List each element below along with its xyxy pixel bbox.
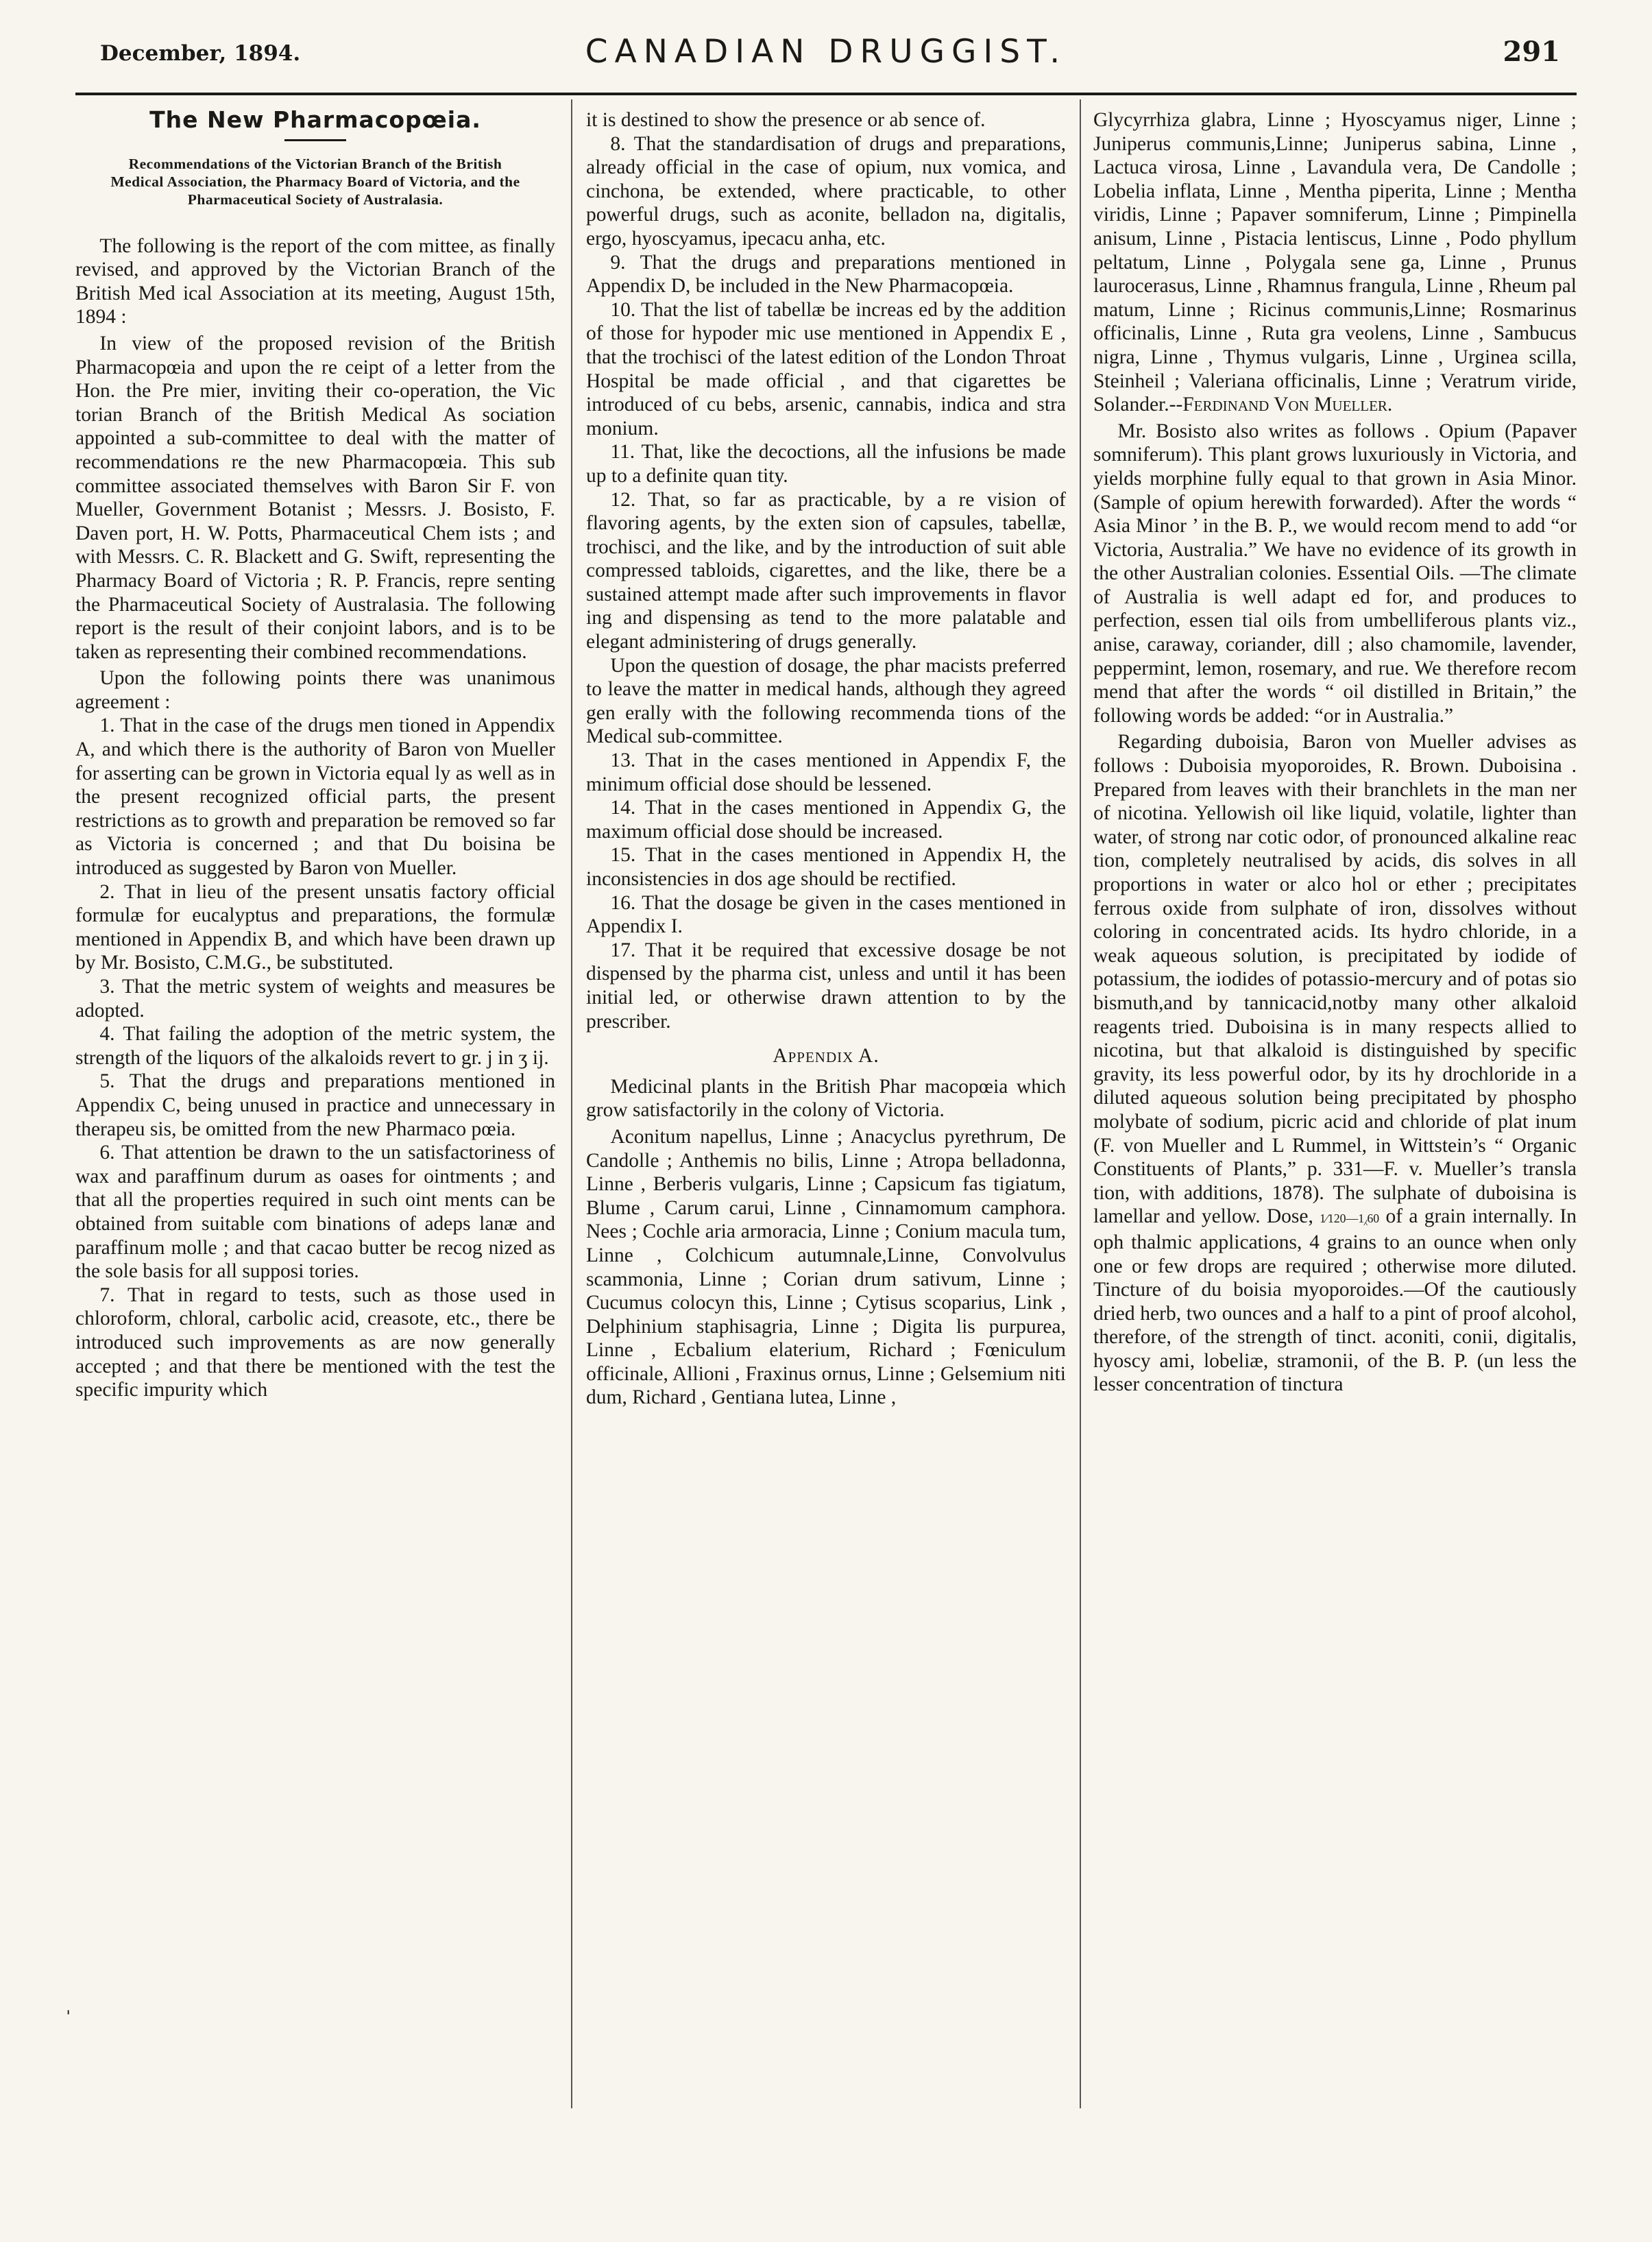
paragraph (1093, 730, 1577, 1397)
duboisia-text: Regarding duboisia, Baron von Mueller advises as follows : Duboisia myoporoides, R. Brown. Duboisina . Prepared from leaves with their branchlets in the man ner of nicotina. Yellowish oil like liquid, volatile, lighter than water, of strong nar cotic odor, of pronounced alkaline reac tion, completely neutralised by acids, dis solves in all proportions in water or alco hol or ether ; precipitates ferrous oxide from sulphate of iron, dissolves without coloring in concentrated acids. Its hydro chloride, in a weak aqueous solution, is precipitated by iodide of potassium, the iodides of potassio-mercury and of potas sio bismuth,and by tannicacid,notby many other alkaloid reagents tried. Duboisina is in many respects allied to nicotina, but that alkaloid is distinguished by specific gravity, its less powerful odor, by its hy drochloride in a diluted aqueous solution being precipitated by phospho molybate of sodium, picric acid and chloride of plat inum (F. von Mueller and L Rummel, in Wittstein’s “ Organic Constituents of Plants,” p. 331—F. v. Mueller’s transla tion, with additions, 1878). The sulphate of duboisina is lamellar and yellow. Dose, (1093, 731, 1577, 1228)
margin-mark: ˌ (66, 1997, 71, 2017)
plant-list-text: Glycyrrhiza glabra, Linne ; Hyoscyamus niger, Linne ; Juniperus communis,Linne; Juniperus sabina, Linne , Lactuca virosa, Linne , Lavandula vera, De Candolle ; Lobelia inflata, Linne , Mentha piperita, Linne ; Mentha viridis, Linne ; Papaver somniferum, Linne ; Pimpinella anisum, Linne , Pistacia lentiscus, Linne , Podo phyllum peltatum, Linne , Polygala sene ga, Linne , Prunus laurocerasus, Linne , Rhamnus frangula, Linne , Rheum pal matum, Linne ; Ricinus communis,Linne; Rosmarinus officinalis, Linne , Ruta gra veolens, Linne , Sambucus nigra, Linne , Thymus vulgaris, Linne , Urginea scilla, Steinheil ; Valeriana officinalis, Linne ; Veratrum viride, Solander. (1093, 109, 1577, 416)
list-item: 5. That the drugs and preparations mentioned in Appendix C, being unused in practice and unnecessary in therapeu sis, be omitted from the new Pharmaco pœia. (75, 1070, 555, 1140)
article-title: The New Pharmacopœia. (149, 108, 481, 133)
column-1 (75, 108, 555, 2199)
list-item: 11. That, like the decoctions, all the infusions be made up to a definite quan tity. (586, 441, 1066, 487)
page-header (75, 26, 1577, 88)
list-item: 16. That the dosage be given in the cases mentioned in Appendix I. (586, 891, 1066, 938)
paragraph: Upon the question of dosage, the phar macists preferred to leave the matter in medical hands, although they agreed gen erally with the following recommenda tions of the Medical sub-committee. (586, 654, 1066, 748)
page-number: 291 (1503, 36, 1560, 68)
list-item: 10. That the list of tabellæ be increas ed by the addition of those for hypoder mic use mentioned in Appendix E , that the trochisci of the latest edition of the London Throat Hospital be made official , and that cigarettes be introduced of cu bebs, arsenic, cannabis, indica and stra monium. (586, 298, 1066, 439)
signature: --Ferdinand Von Mueller. (1169, 394, 1393, 416)
list-item: 1. That in the case of the drugs men tioned in Appendix A, and which there is the authority of Baron von Mueller for asserting can be grown in Victoria equal ly as well as in the present recognized official parts, the present restrictions as to growth and preparation be removed so far as Victoria is concerned ; and that Du boisina be introduced as suggested by Baron von Mueller. (75, 714, 555, 880)
column-2 (586, 108, 1066, 2199)
article-subtitle: Recommendations of the Victorian Branch of the British Medical Association, the Pharmacy Board of Victoria, and the Pharmaceutical Society of Australasia. (110, 155, 520, 208)
column-divider-2 (1080, 99, 1081, 2108)
paragraph: In view of the proposed revision of the British Pharmacopœia and upon the re ceipt of a letter from the Hon. the Pre mier, inviting their co-operation, the Vic torian Branch of the British Medical As sociation appointed a sub-committee to deal with the matter of recommendations re the new Pharmacopœia. This sub committee associated themselves with Baron Sir F. von Mueller, Government Botanist ; Messrs. J. Bosisto, F. Daven port, H. W. Potts, Pharmaceutical Chem ists ; and with Messrs. C. R. Blackett and G. Swift, representing the Pharmacy Board of Victoria ; R. P. Francis, repre senting the Pharmaceutical Society of Australasia. The following report is the result of their conjoint labors, and is to be taken as representing their combined recommendations. (75, 332, 555, 663)
list-item: 9. That the drugs and preparations mentioned in Appendix D, be included in the New Pharmacopœia. (586, 251, 1066, 298)
list-item: 7. That in regard to tests, such as those used in chloroform, chloral, carbolic acid, creasote, etc., there be introduced such improvements as are now generally accepted ; and that there be mentioned with the test the specific impurity which (75, 1283, 555, 1401)
paragraph: it is destined to show the presence or ab sence of. (586, 109, 986, 131)
list-item: 2. That in lieu of the present unsatis factory official formulæ for eucalyptus and preparations, the formulæ mentioned in Appendix B, and which have been drawn up by Mr. Bosisto, C.M.G., be substituted. (75, 880, 555, 974)
list-item: 6. That attention be drawn to the un satisfactoriness of wax and paraffinum durum as oases for ointments ; and that all the properties required in such oint ments can be obtained from suitable com binations of adeps lanæ and paraffinum molle ; and that cacao butter be recog nized as the sole basis for all supposi tories. (75, 1142, 555, 1283)
list-item: 13. That in the cases mentioned in Appendix F, the minimum official dose should be lessened. (586, 749, 1066, 795)
list-item: 8. That the standardisation of drugs and preparations, already official in the case of opium, nux vomica, and cinchona, be extended, where practicable, to other powerful drugs, such as aconite, belladon na, digitalis, ergo, hyoscyamus, ipecacu anha, etc. (586, 132, 1066, 250)
column-3 (1093, 108, 1577, 2199)
list-item: 17. That it be required that excessive dosage be not dispensed by the pharma cist, unless and until it has been initial led, or otherwise drawn attention to by the prescriber. (586, 939, 1066, 1033)
dose-fraction: 1⁄120—1⁁60 (1320, 1212, 1380, 1226)
section-heading-appendix-a: Appendix A. (773, 1045, 879, 1068)
list-item: 14. That in the cases mentioned in Appendix G, the maximum official dose should be increased. (586, 797, 1066, 843)
paragraph: Mr. Bosisto also writes as follows . Opium (Papaver somniferum). This plant grows luxuriously in Victoria, and yields morphine fully equal to that grown in Asia Minor. (Sample of opium herewith forwarded). After the words “ Asia Minor ’ in the B. P., we would recom mend to add “or Victoria, Australia.” We have no evidence of its growth in the other Australian colonies. Essential Oils. —The climate of Australia is well adapt ed for, and produces to perfection, essen tial oils from umbelliferous plants viz., anise, caraway, coriander, dill ; also chamomile, lavender, peppermint, lemon, rosemary, and rue. We therefore recom mend that after the words “ oil distilled in Britain,” the following words be added: “or in Australia.” (1093, 420, 1577, 727)
publication-title: CANADIAN DRUGGIST. (585, 33, 1067, 71)
duboisia-text-continued: of a grain internally. In oph thalmic applications, 4 grains to an ounce when only one or few drops are required ; otherwise more diluted. Tincture of du boisia myoporoides.—Of the cautiously dried herb, two ounces and a half to a pint of proof alcohol, therefore, of the strength of tinct. aconiti, conii, digitalis, hyoscy ami, lobeliæ, stramonii, of the B. P. (un less the lesser concentration of tinctura (1093, 1205, 1577, 1396)
list-item: 4. That failing the adoption of the metric system, the strength of the liquors of the alkaloids revert to gr. j in ʒ ij. (75, 1023, 555, 1069)
plant-list-continued (1093, 108, 1577, 417)
plant-list: Aconitum napellus, Linne ; Anacyclus pyrethrum, De Candolle ; Anthemis no bilis, Linne ; Atropa belladonna, Linne , Berberis vulgaris, Linne ; Capsicum fas tigiatum, Blume , Carum carui, Linne , Cinnamomum camphora. Nees ; Cochle aria armoracia, Linne ; Conium macula tum, Linne , Colchicum autumnale,Linne, Convolvulus scammonia, Linne ; Corian drum sativum, Linne ; Cucumus colocyn this, Linne ; Cytisus scoparius, Link , Delphinium staphisagria, Linne ; Digita lis purpurea, Linne , Ecbalium elaterium, Richard ; Fœniculum officinale, Allioni , Fraxinus ornus, Linne ; Gelsemium niti dum, Richard , Gentiana lutea, Linne , (586, 1125, 1066, 1409)
list-item: 12. That, so far as practicable, by a re vision of flavoring agents, by the exten sion of capsules, tabellæ, trochisci, and the like, and by the introduction of suit able compressed tabloids, cigarettes, and the like, there be a sustained attempt made after such improvements in flavor ing and dispensing as tend to the more palatable and elegant administering of drugs generally. (586, 488, 1066, 653)
paragraph: Medicinal plants in the British Phar macopœia which grow satisfactorily in the colony of Victoria. (586, 1075, 1066, 1122)
list-item: 15. That in the cases mentioned in Appendix H, the inconsistencies in dos age should be rectified. (586, 844, 1066, 890)
title-rule (284, 139, 346, 141)
paragraph: The following is the report of the com mittee, as finally revised, and approved by the Victorian Branch of the British Med ical Association at its meeting, August 15th, 1894 : (75, 234, 555, 328)
paragraph: Upon the following points there was unanimous agreement : (75, 667, 555, 713)
header-rule (75, 93, 1577, 95)
issue-date: December, 1894. (100, 41, 301, 66)
column-divider-1 (571, 99, 572, 2108)
list-item: 3. That the metric system of weights and measures be adopted. (75, 976, 555, 1022)
